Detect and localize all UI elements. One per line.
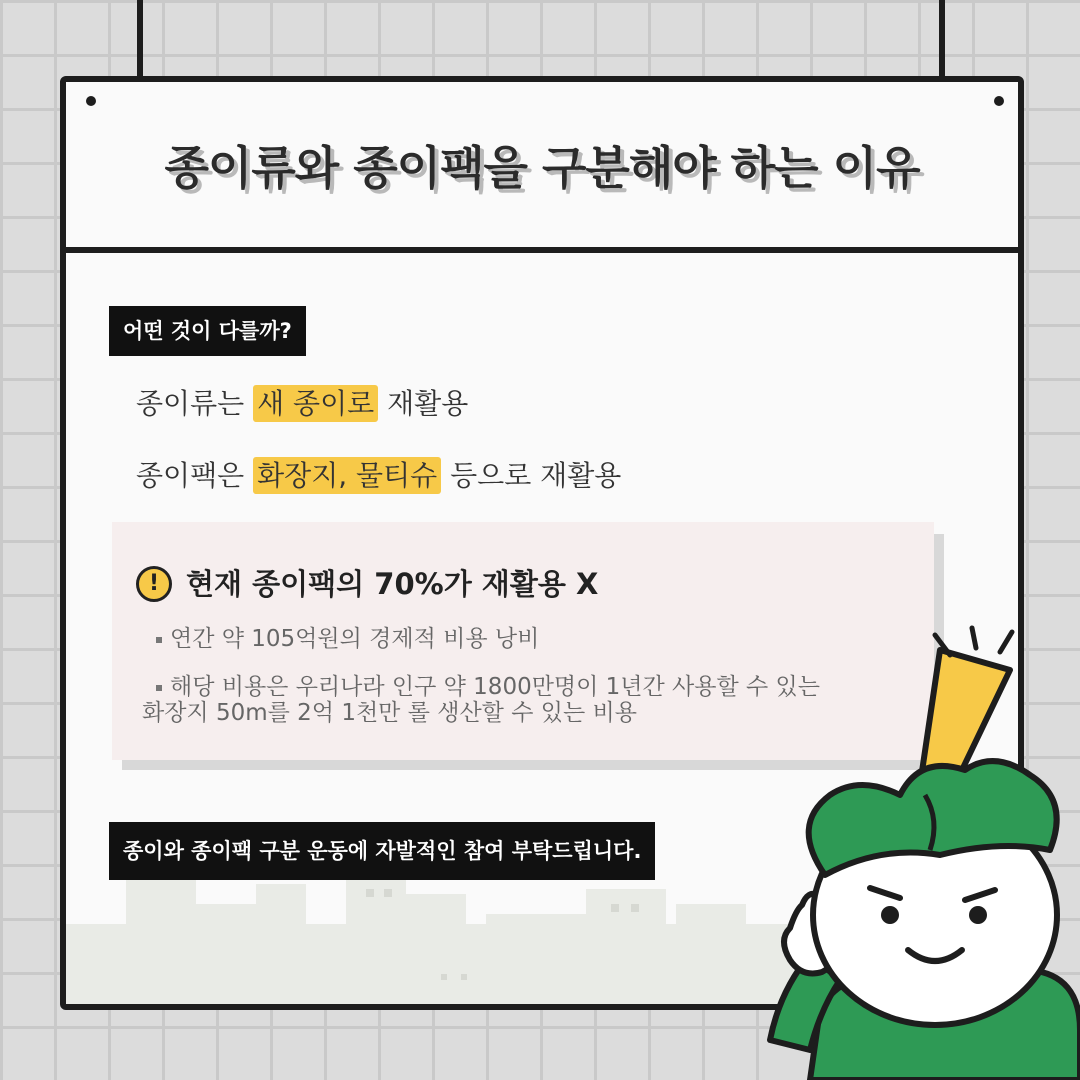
carton-recycle-line [136, 454, 621, 494]
title-area [66, 82, 1018, 253]
line2-highlight: 화장지, 물티슈 [253, 457, 441, 494]
notice-heading: 현재 종이팩의 70%가 재활용 X [186, 567, 599, 601]
notice-bullet-1 [156, 626, 539, 652]
bullet-2-text-line2: 화장지 50m를 2억 1천만 롤 생산할 수 있는 비용 [142, 700, 637, 726]
line1-prefix: 종이류는 [136, 387, 245, 420]
question-label: 어떤 것이 다를까? [109, 306, 306, 356]
line1-highlight: 새 종이로 [253, 385, 378, 422]
hanging-rope-left [137, 0, 143, 80]
notice-bullet-2 [142, 674, 820, 726]
page-title: 종이류와 종이팩을 구분해야 하는 이유 [164, 140, 920, 195]
exclamation-circle-icon: ! [136, 566, 172, 602]
line1-suffix: 재활용 [387, 387, 469, 420]
character-illustration [750, 610, 1080, 1080]
bullet-1-text: 연간 약 105억원의 경제적 비용 낭비 [170, 626, 540, 652]
hanging-rope-right [939, 0, 945, 80]
line2-prefix: 종이팩은 [136, 459, 245, 492]
bullet-square-icon [156, 685, 162, 691]
cta-banner: 종이와 종이팩 구분 운동에 자발적인 참여 부탁드립니다. [109, 822, 655, 880]
line2-suffix: 등으로 재활용 [450, 459, 622, 492]
bullet-square-icon [156, 637, 162, 643]
paper-recycle-line [136, 382, 468, 422]
bullet-2-text-line1: 해당 비용은 우리나라 인구 약 1800만명이 1년간 사용할 수 있는 [170, 674, 820, 700]
